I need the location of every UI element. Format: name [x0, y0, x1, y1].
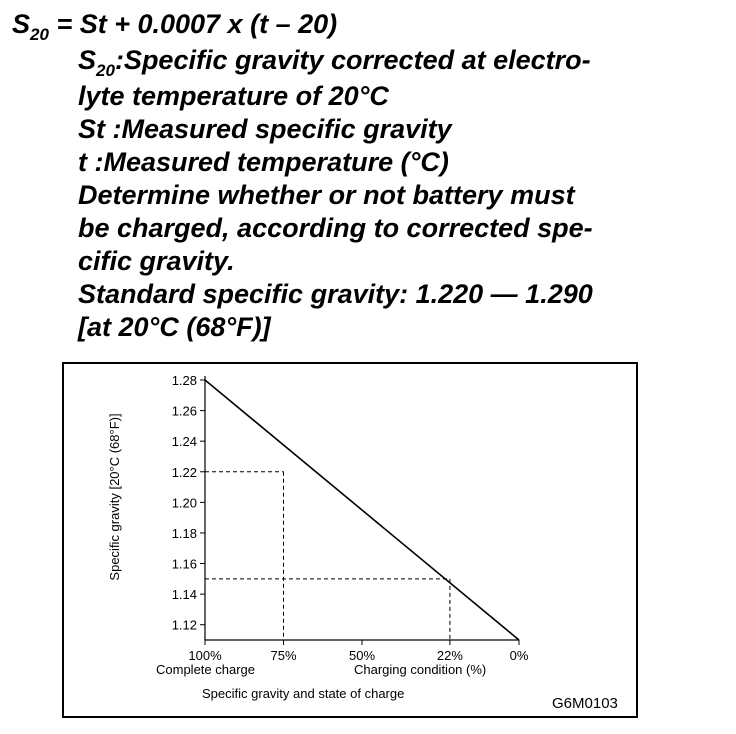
x-tick-label: 75% — [270, 648, 297, 663]
standard-gravity-line2: [at 20°C (68°F)] — [78, 312, 271, 342]
instruction-line3: cific gravity. — [78, 246, 235, 276]
y-tick-label: 1.24 — [171, 434, 197, 450]
s20-definition-line1 — [78, 44, 593, 80]
formula-explanation — [78, 44, 593, 344]
x-axis-label: Charging condition (%) — [354, 662, 487, 677]
formula-lhs — [12, 9, 49, 44]
y-tick-label: 1.16 — [171, 556, 197, 572]
instruction-line1: Determine whether or not battery must — [78, 180, 575, 210]
s20-symbol: S — [78, 45, 97, 75]
st-definition: St :Measured specific gravity — [78, 114, 452, 144]
standard-gravity-line1: Standard specific gravity: 1.220 — 1.290 — [78, 279, 593, 309]
formula-rhs: = St + 0.0007 x (t – 20) — [48, 9, 338, 39]
figure-caption: Specific gravity and state of charge — [202, 686, 405, 701]
formula — [12, 8, 337, 44]
reference-lines — [205, 472, 450, 640]
s20-definition-text: :Specific gravity corrected at electro- — [114, 45, 591, 75]
y-tick-label: 1.14 — [171, 587, 197, 603]
x-axis-note-complete-charge: Complete charge — [156, 662, 255, 677]
figure-frame — [62, 362, 638, 718]
y-tick-label: 1.18 — [171, 525, 197, 541]
x-tick-label: 22% — [436, 648, 463, 663]
formula-lhs-subscript: 20 — [30, 25, 49, 44]
y-tick-group — [172, 373, 205, 633]
t-definition: t :Measured temperature (°C) — [78, 147, 449, 177]
specific-gravity-chart — [64, 364, 636, 716]
instruction-line2: be charged, according to corrected spe- — [78, 213, 593, 243]
y-axis-label: Specific gravity [20°C (68°F)] — [107, 413, 122, 581]
s20-subscript: 20 — [96, 61, 115, 80]
formula-lhs-symbol: S — [12, 9, 31, 39]
x-tick-label: 0% — [509, 648, 529, 663]
x-tick-label: 50% — [348, 648, 376, 663]
x-tick-group — [188, 640, 528, 663]
y-tick-label: 1.20 — [171, 495, 197, 511]
y-tick-label: 1.22 — [171, 464, 197, 480]
series-line — [205, 380, 519, 640]
y-tick-label: 1.26 — [171, 403, 197, 419]
figure-id: G6M0103 — [552, 695, 618, 712]
y-tick-label: 1.12 — [171, 617, 197, 633]
y-tick-label: 1.28 — [171, 373, 197, 388]
s20-definition-line2: lyte temperature of 20°C — [78, 81, 389, 111]
x-tick-label: 100% — [188, 648, 222, 663]
